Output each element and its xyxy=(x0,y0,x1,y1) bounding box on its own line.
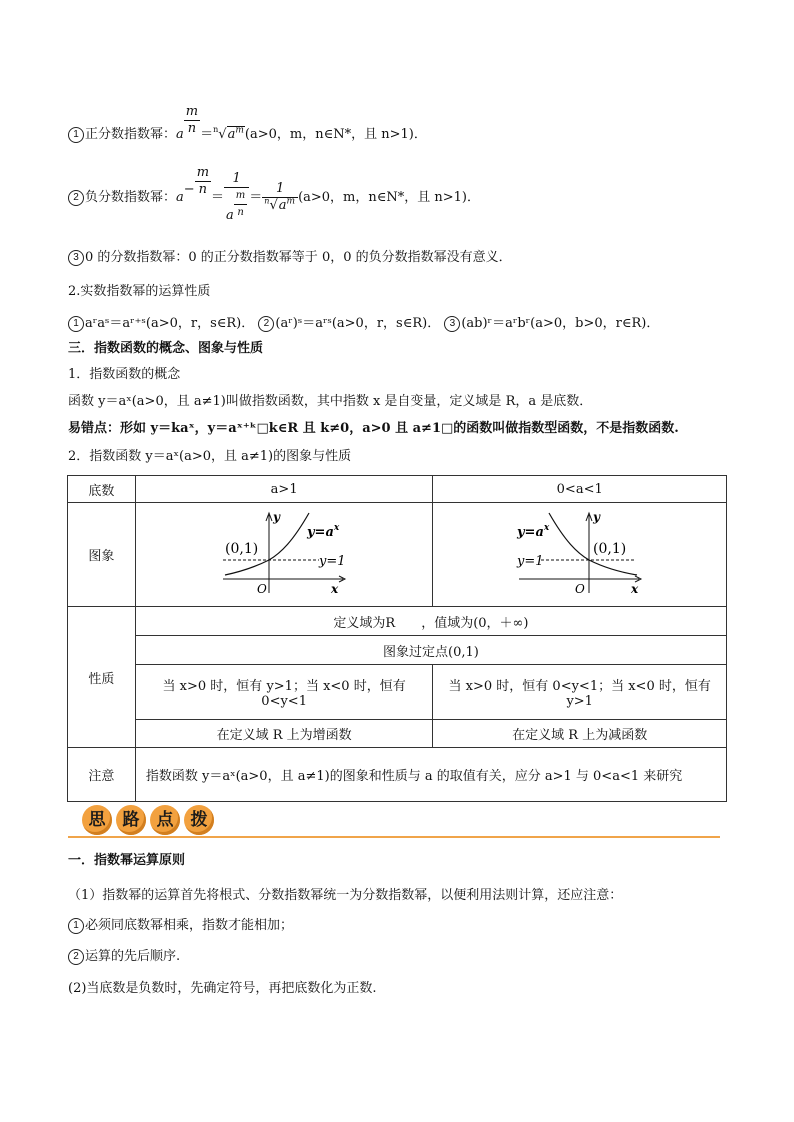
paragraph-1: （1）指数幂的运算首先将根式、分数指数幂统一为分数指数幂，以便利用法则计算，还应注意： xyxy=(68,888,623,903)
row-header-graph: 图象 xyxy=(68,503,136,607)
radical-sign: √ xyxy=(218,127,227,142)
graph-decreasing xyxy=(433,503,727,607)
root-index: n xyxy=(213,125,219,134)
list-item-2: 2 运算的先后顺序. xyxy=(68,948,180,966)
base: a xyxy=(176,127,184,142)
circled-number: 2 xyxy=(68,190,84,206)
fixed-point-cell: 图象过定点(0,1) xyxy=(135,636,726,665)
curve-label: $y=a^x$ xyxy=(516,522,549,540)
curve-label: $y=a^x$ xyxy=(307,522,340,540)
y-axis-label: y xyxy=(273,510,281,524)
circled-number: 3 xyxy=(68,250,84,266)
item-condition: (a>0，m，n∈N*，且 n>1)． xyxy=(298,190,480,205)
item-label: 负分数指数幂： xyxy=(85,190,177,205)
item-condition: (a>0，m，n∈N*，且 n>1)． xyxy=(244,127,427,142)
row-header-properties: 性质 xyxy=(68,607,136,748)
fixed-point-label: (0,1) xyxy=(592,540,626,557)
graph-increasing xyxy=(135,503,433,607)
fixed-point-label: (0,1) xyxy=(225,540,259,557)
monotonic-cell-decreasing: 在定义域 R 上为减函数 xyxy=(433,720,727,748)
reciprocal-fraction: 1 a $\frac{m}{n}$ xyxy=(224,171,249,224)
banner-char-2: 路 xyxy=(116,805,146,835)
item-text: 0 的分数指数幂：0 的正分数指数幂等于 0，0 的负分数指数幂没有意义． xyxy=(85,250,512,265)
y-axis-label: y xyxy=(592,510,600,524)
heading-rules: 一．指数幂运算原则 xyxy=(68,853,186,868)
x-axis-label: x xyxy=(630,581,638,595)
row-header-base: 底数 xyxy=(68,476,136,503)
item-positive-fractional-power: 1 正分数指数幂：a $\frac{m}{n}$ $=^n√a^m(a>0$，m，n∈N*，且 n>1)． xyxy=(68,104,427,153)
banner-char-3: 点 xyxy=(150,805,180,835)
base: a xyxy=(176,190,184,205)
properties-table xyxy=(67,475,727,802)
exponent-fraction: $\frac{m}{n}$ xyxy=(185,104,199,136)
origin-label: O xyxy=(257,581,267,595)
root-fraction: $\frac{1}{^n√a^m}$ xyxy=(262,181,298,214)
line-label: y=1 xyxy=(516,553,544,569)
origin-label: O xyxy=(574,581,585,595)
domain-range-cell: 定义域为R ，值域为(0，＋∞) xyxy=(135,607,726,636)
item-label: 正分数指数幂： xyxy=(85,127,177,142)
values-cell-decreasing: 当 x>0 时，恒有 0<y<1；当 x<0 时，恒有 y>1 xyxy=(433,665,727,720)
operation-rule-2: (aʳ)ˢ＝aʳˢ(a>0，r，s∈R)． xyxy=(275,316,441,331)
col-header-a-lt-1: 0<a<1 xyxy=(433,476,727,503)
col-header-a-gt-1: a>1 xyxy=(135,476,433,503)
line-label: y=1 xyxy=(319,553,346,569)
common-mistake-note: 易错点：形如 y＝kaˣ，y＝aˣ⁺ᵏ□k∈R 且 k≠0，a>0 且 a≠1□的函数叫做指数型函数，不是指数函数. xyxy=(68,421,679,436)
banner-char-4: 拨 xyxy=(184,805,214,835)
note-cell: 指数函数 y＝aˣ(a>0，且 a≠1)的图象和性质与 a 的取值有关，应分 a>1 与 0<a<1 来研究 xyxy=(135,748,726,802)
circled-number: 1 xyxy=(68,127,84,143)
definition-text: 函数 y＝aˣ(a>0，且 a≠1)叫做指数函数，其中指数 x 是自变量，定义域是 R，a 是底数． xyxy=(68,394,593,409)
chapter-heading: 三．指数函数的概念、图象与性质 xyxy=(68,341,264,356)
x-axis-label: x xyxy=(331,581,339,595)
row-header-note: 注意 xyxy=(68,748,136,802)
item-negative-fractional-power: 2 负分数指数幂：a− $\frac{m}{n}$ ＝ 1 a $\frac{m}{n}$ ＝ $\frac{1}{^n√a^m}$ (a>0，m，n∈N*，且 n>1)． xyxy=(68,165,480,224)
decreasing-exponential-graph xyxy=(515,511,645,595)
section-heading-operations: 2.实数指数幂的运算性质 xyxy=(68,284,211,299)
operation-rule-3: (ab)ʳ＝aʳbʳ(a>0，b>0，r∈R)． xyxy=(461,316,660,331)
list-item-1: 1 必须同底数幂相乘，指数才能相加； xyxy=(68,917,293,935)
subheading-concept: 1．指数函数的概念 xyxy=(68,367,181,382)
monotonic-cell-increasing: 在定义域 R 上为增函数 xyxy=(135,720,433,748)
values-cell-increasing: 当 x>0 时，恒有 y>1；当 x<0 时，恒有 0<y<1 xyxy=(135,665,433,720)
paragraph-2: (2)当底数是负数时，先确定符号，再把底数化为正数. xyxy=(68,981,377,996)
item-zero-fractional-power xyxy=(68,249,512,267)
banner-underline xyxy=(68,836,720,838)
operation-properties: 1 aʳaˢ＝aʳ⁺ˢ(a>0，r，s∈R)． 2 (aʳ)ˢ＝aʳˢ(a>0，r，s∈R)． 3 (ab)ʳ＝aʳbʳ(a>0，b>0，r∈R)． xyxy=(68,315,659,333)
banner-char-1: 思 xyxy=(82,805,112,835)
radicand: $a^m$ xyxy=(227,125,244,142)
exponent-fraction: $\frac{m}{n}$ xyxy=(196,165,210,197)
increasing-exponential-graph xyxy=(219,511,349,595)
operation-rule-1: aʳaˢ＝aʳ⁺ˢ(a>0，r，s∈R)． xyxy=(85,316,255,331)
subheading-graph-properties: 2．指数函数 y＝aˣ(a>0，且 a≠1)的图象与性质 xyxy=(68,449,352,464)
